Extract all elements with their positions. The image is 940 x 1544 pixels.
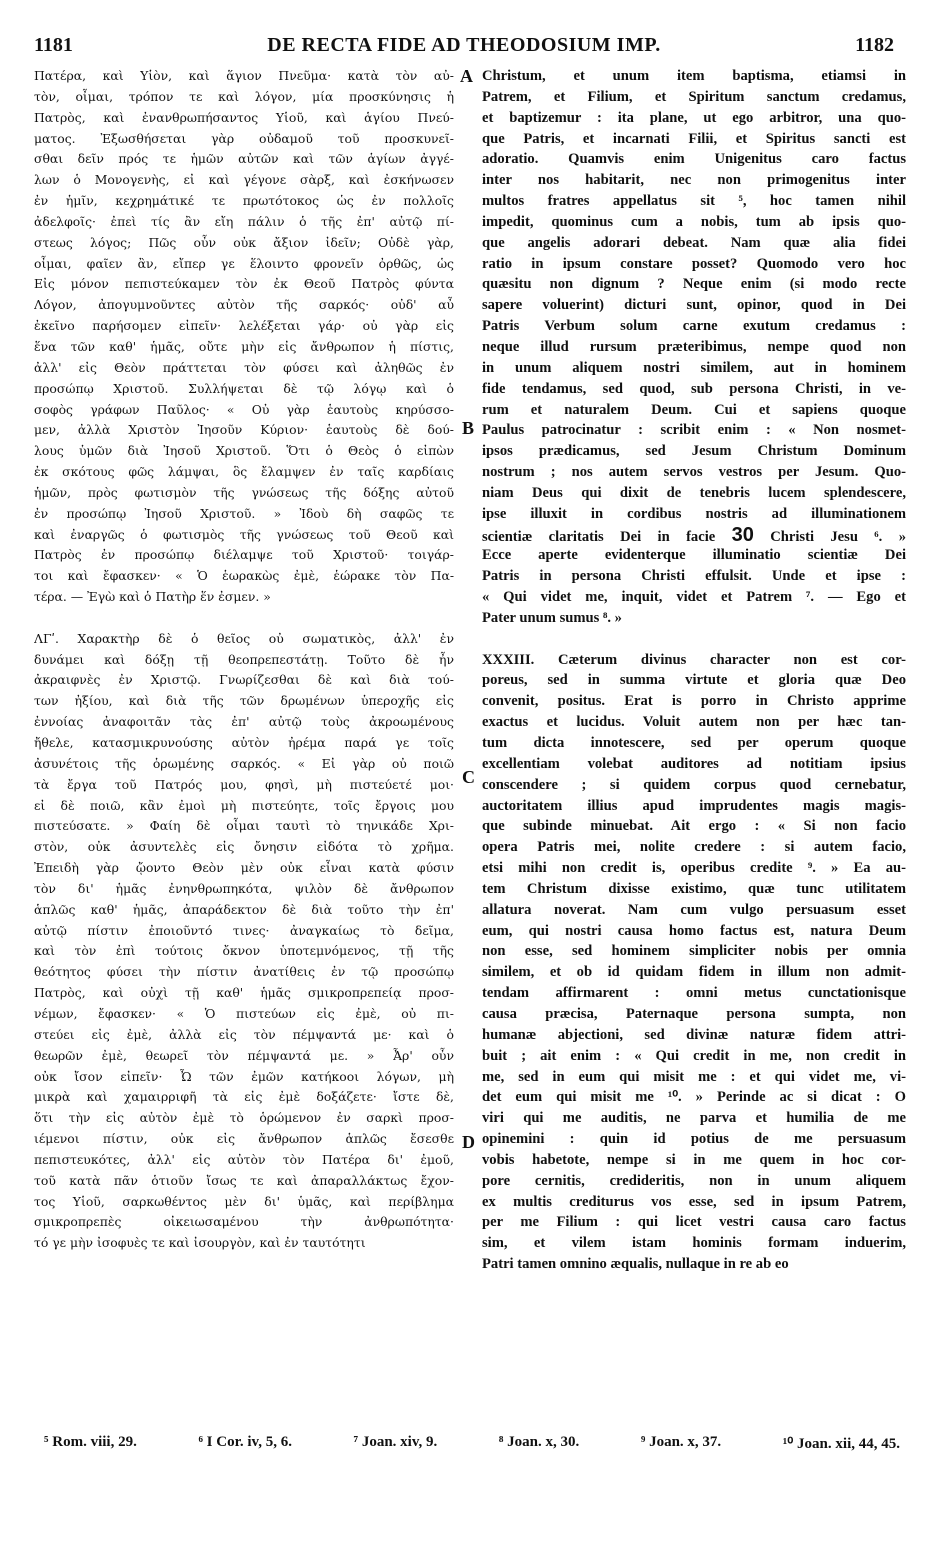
text-line: sapere voluerint) dicturi sunt, opinor, quod in Dei bbox=[482, 297, 906, 314]
text-line: auctoritatem illius apud imprudentes magis magis- bbox=[482, 797, 906, 814]
text-line: σοφὸς γράφων Παῦλος· « Οὐ γὰρ ἑαυτοὺς κηρύσσο- bbox=[34, 401, 454, 417]
text-line: non esse, sed hominem simpliciter nobis per omnia bbox=[482, 943, 906, 960]
text-line: πεπιστευκότες, ἀλλ' εἰς αὐτὸν τὸν Πατέρα δι' ἐμοῦ, bbox=[34, 1151, 454, 1167]
footnote: ⁵ Rom. viii, 29. bbox=[44, 1434, 137, 1450]
text-line: Patrem, et Filium, et Spiritum sanctum credamus, bbox=[482, 88, 906, 105]
text-line: viri qui me auditis, ne parva et humilia de me bbox=[482, 1110, 906, 1127]
text-line: ἀκραιφνὲς ἐν Χριστῷ. Γνωρίζεσθαι δὲ καὶ διὰ τού- bbox=[34, 672, 454, 688]
running-header bbox=[34, 34, 894, 62]
text-line: νέμων, ἔφασκεν· « Ὁ πιστεύων εἰς ἐμὲ, οὐ πι- bbox=[34, 1005, 454, 1021]
running-title: DE RECTA FIDE AD THEODOSIUM IMP. bbox=[267, 34, 661, 56]
text-line: allatura noverat. Nam cum vulgo persuasum esset bbox=[482, 901, 906, 918]
text-line: vobis habetote, nempe si in me quem in hoc cor- bbox=[482, 1151, 906, 1168]
text-line: XXXIII. Cæterum divinus character non est cor- bbox=[482, 651, 906, 668]
text-line: σθαι δεῖν πρός τε ἡμῶν αὐτῶν καὶ τῶν ἁγίων ἀγγέ- bbox=[34, 151, 454, 167]
text-line: Εἰς μόνον πεπιστεύκαμεν τὸν ἐκ Θεοῦ Πατρὸς φύντα bbox=[34, 276, 454, 292]
text-line: poreus, sed in summa virtute et gloria quæ Deo bbox=[482, 672, 906, 689]
text-line: « Qui videt me, inquit, videt et Patrem ⁷. — Ego et bbox=[482, 589, 906, 606]
text-line: Πατρὸς, καὶ ἐνανθρωπήσαντος Υἱοῦ, καὶ ἁγίου Πνεύ- bbox=[34, 109, 454, 125]
text-line: et baptizemur : ita plane, ut ego arbitror, una quo- bbox=[482, 109, 906, 126]
text-line: Pater unum sumus ⁸. » bbox=[482, 609, 622, 626]
text-line: ratio in ipsum constare posset? Quomodo vero hoc bbox=[482, 255, 906, 272]
text-line: ὅτι τὴν εἰς αὐτὸν ἐμὲ τὸ ὁρώμενον ἐν σαρκὶ προσ- bbox=[34, 1110, 454, 1126]
text-line: que angelis adorari debeat. Nam quæ alia fidei bbox=[482, 234, 906, 251]
text-line: ιέμενοι πίστιν, οὐκ εἰς ἄνθρωπον ἁπλῶς ἔσεσθε bbox=[34, 1131, 454, 1147]
text-line: neque illud rursum præteribimus, nempe quod non bbox=[482, 338, 906, 355]
text-line: οὐκ ἴσον εἰπεῖν· Ὦ τῶν ἐμῶν κατήκοοι λόγων, μὴ bbox=[34, 1068, 454, 1084]
footnote: ⁶ I Cor. iv, 5, 6. bbox=[198, 1434, 292, 1450]
text-line: μεν, ἀλλὰ Χριστὸν Ἰησοῦν Κύριον· ἑαυτοὺς δὲ δού- bbox=[34, 422, 454, 438]
text-line: ἐν ἡμῖν, κεχρημάτικέ τε πρωτότοκος ὡς ἐν πολλοῖς bbox=[34, 193, 454, 209]
text-line: conscendere ; si quidem corpus quod cernebatur, bbox=[482, 776, 906, 793]
text-line: per me Filium : qui licet vestri causa caro factus bbox=[482, 1214, 906, 1231]
text-line: ἐκ σκότους φῶς λάμψαι, ὃς ἔλαμψεν ἐν ταῖς καρδίαις bbox=[34, 464, 454, 480]
column-marker-c: C bbox=[462, 767, 475, 787]
text-line: impedit, quominus cum a nobis, tum ab ipsis quo- bbox=[482, 213, 906, 230]
text-line: ἀλλ' εἰς Θεὸν πράττεται τὸν φύσει καὶ ἀληθῶς ἐν bbox=[34, 359, 454, 375]
footnote: ⁸ Joan. x, 30. bbox=[498, 1434, 580, 1450]
text-line: στὸν, οὐκ ἀσυντελὲς εἰς ὄνησιν εἰδότα τὸ χρῆμα. bbox=[34, 839, 454, 855]
text-line: θεωρῶν ἐμὲ, θεωρεῖ τὸν πέμψαντά με. » Ἆρ' οὖν bbox=[34, 1047, 454, 1063]
text-line: rum et naturalem Deum. Cui et sapiens quoque bbox=[482, 401, 906, 418]
text-line: ἡμῶν, πρὸς φωτισμὸν τῆς γνώσεως τῆς δόξης αὐτοῦ bbox=[34, 484, 454, 500]
column-marker-a: A bbox=[460, 66, 473, 86]
text-line: multos fratres appellatus sit ⁵, hoc tamen nihil bbox=[482, 193, 906, 210]
text-line: καὶ τὸν ἐπὶ τούτοις ὄκνον ὑποτεμνόμενος, τῇ τῆς bbox=[34, 943, 454, 959]
text-line: Patris Verbum solum carne exutum credamus : bbox=[482, 318, 906, 335]
text-line: ἤθελε, κατασμικρυνούσης αὐτὸν ἠρέμα παρά γε τοῖς bbox=[34, 735, 454, 750]
text-line: que Patris, et incarnati Filii, et Spiritus sancti est bbox=[482, 130, 906, 147]
text-line: tum dicta innotescere, sed per operum quoque bbox=[482, 735, 906, 751]
text-line: ἀσυνέτοις τῆς ὁρωμένης σαρκός. « Εἰ γὰρ οὐ ποιῶ bbox=[34, 755, 454, 771]
text-line: τοι καὶ ἔφασκεν· « Ὁ ἑωρακὼς ἐμὲ, ἑώρακε τὸν Πα- bbox=[34, 568, 454, 584]
text-line: buit ; ait enim : « Qui credit in me, non credit in bbox=[482, 1047, 906, 1064]
text-line: Πατρὸς, καὶ οὐχὶ τῇ καθ' ἡμᾶς σμικροπρεπείᾳ προσ- bbox=[34, 985, 454, 1001]
column-marker-d: D bbox=[462, 1132, 475, 1152]
text-line: τὰ ἔργα τοῦ Πατρός μου, φησὶ, μὴ πιστεύετέ μοι· bbox=[34, 776, 454, 792]
text-line: tem Christum dixisse existimo, quæ tunc utilitatem bbox=[482, 880, 906, 897]
text-line: προσώπῳ Χριστοῦ. Συλλήψεται δὲ τῷ λόγῳ καὶ ὁ bbox=[34, 380, 454, 396]
text-line: Ecce aperte evidenterque illuminatio scientiæ Dei bbox=[482, 547, 906, 564]
text-line: τος Υἱοῦ, σαρκωθέντος μὲν δι' ὑμᾶς, καὶ περίβλημα bbox=[34, 1193, 454, 1209]
text-line: nostrum ; nos autem servos vestros per Jesum. Quo- bbox=[482, 464, 906, 481]
footnote: ⁷ Joan. xiv, 9. bbox=[353, 1434, 438, 1450]
text-line: humanæ abjectioni, sed divinæ naturæ fidem attri- bbox=[482, 1026, 906, 1043]
greek-column bbox=[34, 66, 454, 1254]
text-line: inter nos habitarit, nec non primogenitus inter bbox=[482, 172, 906, 189]
text-line: opinemini : quin id potius de me persuasum bbox=[482, 1131, 906, 1148]
text-line: convenit, positus. Erat is porro in Christo apprime bbox=[482, 693, 906, 710]
text-line: Ἐπειδὴ γὰρ ᾤοντο Θεὸν μὲν οὐκ εἶναι κατὰ φύσιν bbox=[34, 860, 454, 876]
text-line: ἐν προσώπῳ Ἰησοῦ Χριστοῦ. » Ἰδοὺ δὴ σαφῶς τε bbox=[34, 505, 454, 521]
text-line: in unum aliquem nostri similem, aut in hominem bbox=[482, 359, 906, 376]
text-line: ἐννοίας ἀναφοιτᾶν τὰς ἐπ' αὐτῷ τοὺς ἀκροωμένους bbox=[34, 714, 454, 730]
text-line: pore cernitis, credideritis, non in unum aliquem bbox=[482, 1172, 906, 1189]
text-line: δυνάμει καὶ δόξῃ τῇ θεοπρεπεστάτῃ. Τοῦτο δὲ ἦν bbox=[34, 651, 454, 667]
text-line: ματος. Ἐξωσθήσεται γὰρ οὐδαμοῦ τοῦ προσκυνεῖ- bbox=[34, 130, 454, 146]
text-line: στεύει εἰς ἐμὲ, ἀλλὰ εἰς τὸν πέμψαντά με· καὶ ὁ bbox=[34, 1026, 454, 1042]
page-number-left: 1181 bbox=[34, 34, 73, 56]
text-line: λους ὑμῶν διὰ Ἰησοῦ Χριστοῦ. Ὅτι ὁ Θεὸς ὁ εἰπὼν bbox=[34, 443, 454, 459]
text-line: ἁπλῶς καθ' ἡμᾶς, ἀπαράδεκτον δὲ διὰ τοῦτο τὴν ἐπ' bbox=[34, 901, 454, 917]
text-line: οἶμαι, φαῖεν ἂν, εἴπερ γε ἕλοιντο φρονεῖν ὀρθῶς, ὡς bbox=[34, 255, 454, 271]
text-line: λων ὁ Μονογενὴς, εἰ καὶ γέγονε σὰρξ, καὶ ἐσκήνωσεν bbox=[34, 172, 454, 188]
text-line: causa præcisa, Paternaque persona sumpta, non bbox=[482, 1005, 906, 1022]
text-line: ΛΓʹ. Χαρακτὴρ δὲ ὁ θεῖος οὐ σωματικὸς, ἀλλ' ἐν bbox=[34, 630, 454, 646]
text-line: τὸν, οἶμαι, τρόπον τε καὶ λόγον, μία προσκύνησις ἡ bbox=[34, 88, 454, 104]
text-line: στεως λόγος; Πῶς οὖν οὐκ ἄξιον ἰδεῖν; Οὐδὲ γὰρ, bbox=[34, 234, 454, 250]
text-line: των ἠξίου, καὶ διὰ τῆς τῶν δρωμένων ὑπεροχῆς εἰς bbox=[34, 693, 454, 709]
text-line: tendam affirmarent : omni metus cunctationisque bbox=[482, 985, 906, 1002]
text-line: τό γε μὴν ἰσοφυὲς τε καὶ ἰσουργὸν, καὶ ἐν ταυτότητι bbox=[34, 1235, 366, 1251]
column-marker-b: B bbox=[462, 418, 475, 438]
text-line: Πατρὸς ἐν προσώπῳ διέλαμψε τοῦ Χριστοῦ· τοιγάρ- bbox=[34, 547, 454, 563]
text-line: adoratio. Quamvis enim Unigenitus caro factus bbox=[482, 151, 906, 168]
text-line: fide tendamus, sed quod, sub persona Christi, in ve- bbox=[482, 380, 906, 397]
footnote: ⁹ Joan. x, 37. bbox=[640, 1434, 722, 1450]
text-line: niam Deus qui dixit de tenebris lucem splendescere, bbox=[482, 484, 906, 501]
text-line: similem, et ob id quidam fidem in illum non admit- bbox=[482, 964, 906, 981]
text-line: αὐτῷ πίστιν ἐποιοῦντό τινες· ἀναγκαίως τὸ δεῖμα, bbox=[34, 922, 454, 938]
text-line: ipse illuxit in cordibus nostris ad illuminationem bbox=[482, 505, 906, 522]
footnote: ¹⁰ Joan. xii, 44, 45. bbox=[782, 1436, 900, 1452]
text-line: τοῦ κατὰ πᾶν ὁτιοῦν ἴσως τε καὶ ἀπαραλλάκτως ἔχον- bbox=[34, 1172, 454, 1188]
page-number-right: 1182 bbox=[855, 34, 894, 56]
text-line: Πατέρα, καὶ Υἱὸν, καὶ ἅγιον Πνεῦμα· κατὰ τὸν αὐ- bbox=[34, 68, 454, 83]
text-line: καὶ ἐναργῶς ὁ φωτισμὸς τῆς γνώσεως τοῦ Θεοῦ καὶ bbox=[34, 526, 454, 542]
text-line: etsi mihi non credit is, operibus credite ⁹. » Ea au- bbox=[482, 860, 906, 877]
footnotes bbox=[44, 1434, 900, 1458]
text-line: ἀδελφοῖς· ἐπεὶ τίς ἂν εἴη πάλιν ὁ τῆς ἐπ' αὐτῷ πί- bbox=[34, 213, 454, 229]
text-line: me, sed in eum qui misit me : et qui videt me, vi- bbox=[482, 1068, 906, 1085]
text-line: que subinde minuebat. Ait ergo : « Si non facio bbox=[482, 818, 906, 835]
inline-page-number: 30 bbox=[731, 524, 754, 546]
text-line: Paulus patrocinatur : scribit enim : « Non nosmet- bbox=[482, 422, 906, 439]
text-line: excellentiam volebat auditores ad notitiam ipsius bbox=[482, 755, 906, 772]
text-line: quæsitu non dignum ? Neque enim (si modo recte bbox=[482, 276, 906, 293]
text-line: τέρα. — Ἐγὼ καὶ ὁ Πατὴρ ἕν ἐσμεν. » bbox=[34, 589, 271, 605]
text-line: πιστεύσατε. » Φαίη δὲ οἶμαι ταυτὶ τὸ τηνικάδε Χρι- bbox=[34, 818, 454, 834]
text-line: ipsos prædicamus, sed Jesum Christum Dominum bbox=[482, 443, 906, 460]
text-line: det eum qui misit me ¹⁰. » Perinde ac si dicat : O bbox=[482, 1089, 906, 1106]
text-line: exactus et lucidus. Voluit autem non per hæc tan- bbox=[482, 714, 906, 731]
text-line: scientiæ claritatis Dei in facie 30 Christi Jesu ⁶. » bbox=[482, 524, 906, 546]
text-line: θεότητος φύσει τὴν πίστιν ἀνατίθεις ἐν τῷ προσώπῳ bbox=[34, 964, 454, 980]
text-line: εἰ δὲ ποιῶ, κἂν ἐμοὶ μὴ πιστεύητε, τοῖς ἔργοις μου bbox=[34, 797, 454, 813]
text-line: ἐκεῖνο παρήσομεν εἰπεῖν· λελέξεται γάρ· οὐ γὰρ εἰς bbox=[34, 318, 454, 334]
latin-column bbox=[482, 66, 906, 1275]
text-line: opera Patris mei, nolite credere : si autem facio, bbox=[482, 839, 906, 856]
text-line: sim, et vilem istam hominis formam induerim, bbox=[482, 1235, 906, 1252]
paragraph-gap bbox=[34, 608, 454, 629]
text-line: Λόγον, ἀπογυμνοῦντες αὐτὸν τῆς σαρκός· οὐδ' αὖ bbox=[34, 297, 454, 313]
text-line: eum, qui nostri causa homo factus est, natura Deum bbox=[482, 922, 906, 939]
text-line: Patri tamen omnino æqualis, nullaque in re ab eo bbox=[482, 1256, 789, 1273]
text-line: Patris in persona Christi effulsit. Unde et ipse : bbox=[482, 568, 906, 585]
text-line: Christum, et unum item baptisma, etiamsi in bbox=[482, 68, 906, 84]
text-line: ex multis crediturus vos esse, sed in ipsum Patrem, bbox=[482, 1193, 906, 1210]
text-line: μικρὰ καὶ χαμαιρριφῆ τὰ εἰς ἐμὲ δοξάζετε· ἴστε δὲ, bbox=[34, 1089, 454, 1105]
text-line: σμικροπρεπὲς οἰκειωσαμένου τὴν ἀνθρωπότητα· bbox=[34, 1214, 454, 1230]
text-line: τὸν δι' ἡμᾶς ἐνηνθρωπηκότα, ψιλὸν δὲ ἄνθρωπον bbox=[34, 880, 454, 896]
text-line: ἕνα τῶν καθ' ἡμᾶς, οὔτε μὴν εἰς ἄνθρωπον ἡ πίστις, bbox=[34, 338, 454, 354]
